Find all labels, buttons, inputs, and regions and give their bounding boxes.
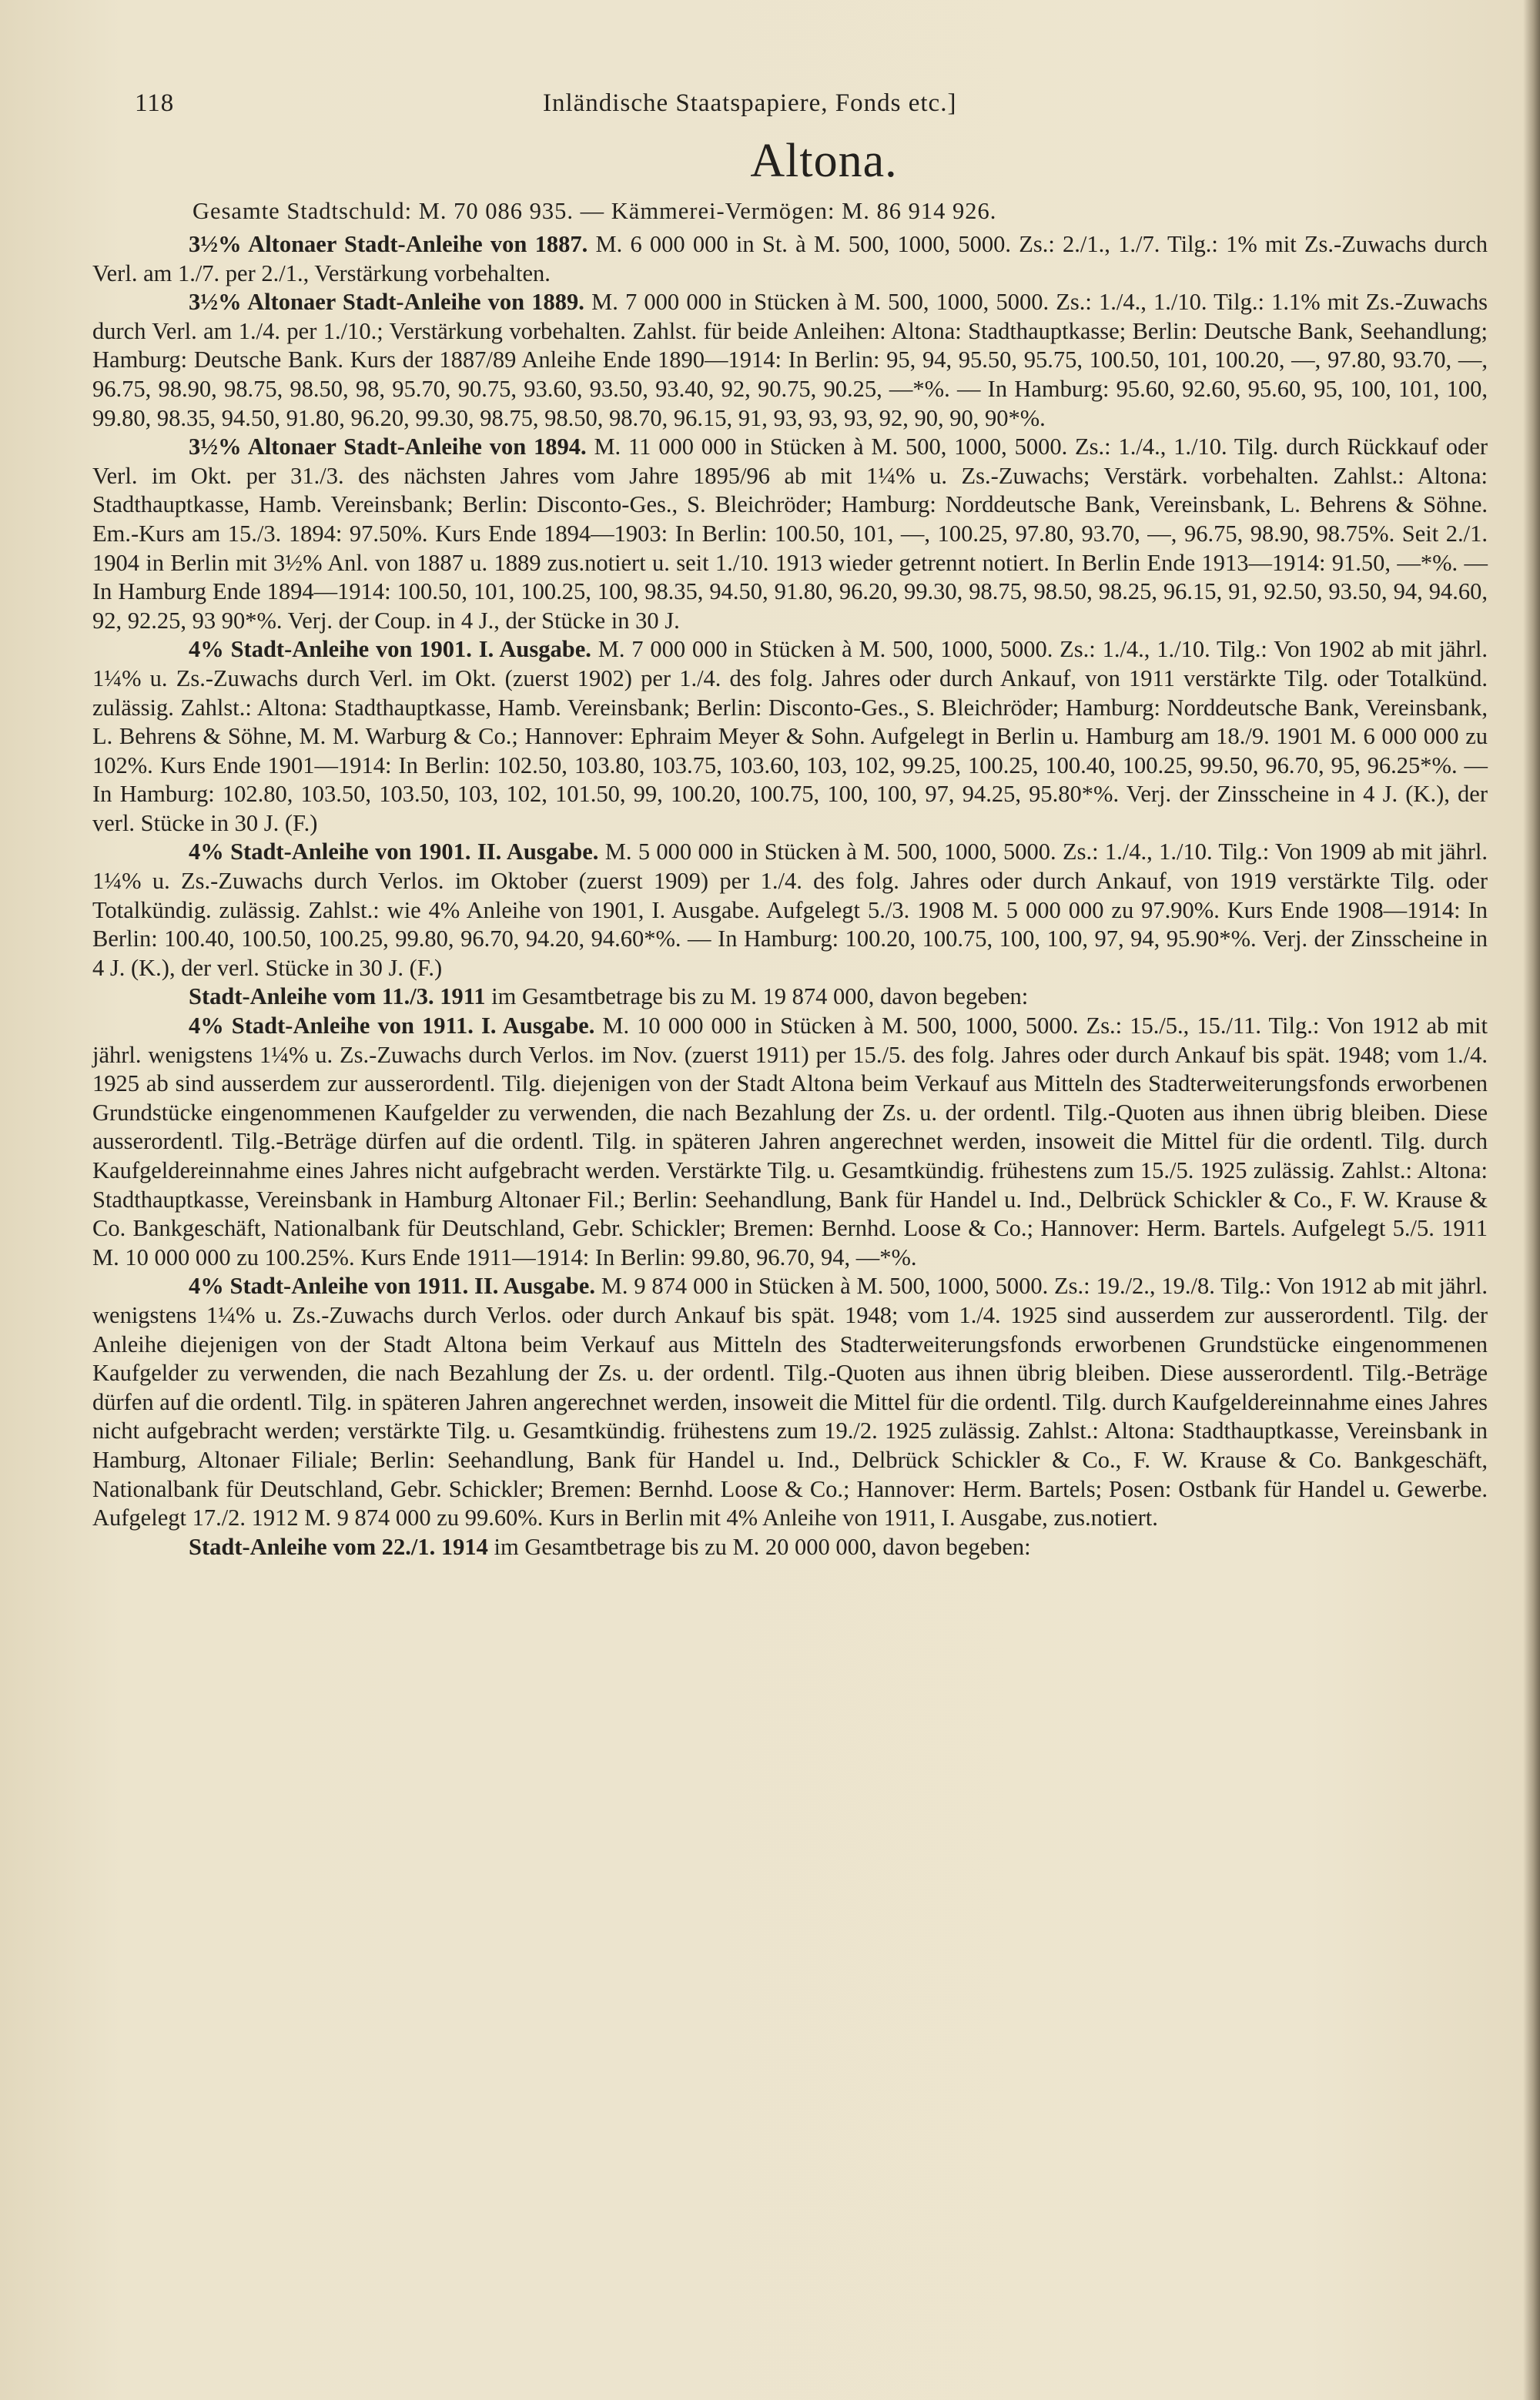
entry-loan-1887 (92, 230, 1509, 288)
entry-text: M. 5 000 000 in Stücken à M. 500, 1000, 5000. Zs.: 1./4., 1./10. Tilg.: Von 1909 ab mit jährl. 1¼% u. Zs.-Zuwachs durch Verlos. im Oktober (zuerst 1909) per 1./4. des folg. Jahres oder durch Ankauf, von 1919 verstärkte Tilg. oder Totalkündig. zulässig. Zahlst.: wie 4% Anleihe von 1901, I. Ausgabe. Aufgelegt 5./3. 1908 M. 5 000 000 zu 97.90%. Kurs Ende 1908—1914: In Berlin: 100.40, 100.50, 100.25, 99.80, 96.70, 94.20, 94.60*%. — In Hamburg: 100.20, 100.75, 100, 100, 97, 94, 95.90*%. Verj. der Zinsscheine in 4 J. (K.), der verl. Stücke in 30 J. (F.) (92, 838, 1488, 981)
running-title: Inländische Staatspapiere, Fonds etc.] (543, 89, 957, 117)
entry-loan-1901-i (92, 635, 1509, 838)
entry-text: M. 11 000 000 in Stücken à M. 500, 1000, 5000. Zs.: 1./4., 1./10. Tilg. durch Rückkauf oder Verl. im Okt. per 31./3. des nächsten Jahres vom Jahre 1895/96 ab mit 1¼% u. Zs.-Zuwachs; Verstärk. vorbehalten. Zahlst.: Altona: Stadthauptkasse, Hamb. Vereinsbank; Berlin: Disconto-Ges., S. Bleichröder; Hamburg: Norddeutsche Bank, Vereinsbank, L. Behrens & Söhne. Em.-Kurs am 15./3. 1894: 97.50%. Kurs Ende 1894—1903: In Berlin: 100.50, 101, —, 100.25, 97.80, 93.70, —, 96.75, 98.90, 98.75%. Seit 2./1. 1904 in Berlin mit 3½% Anl. von 1887 u. 1889 zus.notiert u. seit 1./10. 1913 wieder getrennt notiert. In Berlin Ende 1913—1914: 91.50, —*%. — In Hamburg Ende 1894—1914: 100.50, 101, 100.25, 100, 98.35, 94.50, 91.80, 96.20, 99.30, 98.75, 98.50, 98.25, 96.15, 91, 92.50, 93.50, 94, 94.60, 92, 92.25, 93 90*%. Verj. der Coup. in 4 J., der Stücke in 30 J. (92, 433, 1488, 634)
entry-text: M. 6 000 000 in St. à M. 500, 1000, 5000. Zs.: 2./1., 1./7. Tilg.: 1% mit Zs.-Zuwachs durch Verl. am 1./7. per 2./1., Verstärkung vorbehalten. (92, 231, 1488, 286)
page-number: 118 (135, 89, 175, 117)
binding-edge-shadow (1523, 0, 1540, 2400)
entry-heading: 3½% Altonaer Stadt-Anleihe von 1889. (189, 289, 584, 316)
entry-loan-1914-total (92, 1533, 1509, 1562)
entry-text: M. 7 000 000 in Stücken à M. 500, 1000, 5000. Zs.: 1./4., 1./10. Tilg.: 1.1% mit Zs.-Zuwachs durch Verl. am 1./4. per 1./10.; Verstärkung vorbehalten. Zahlst. für beide Anleihen: Altona: Stadthauptkasse; Berlin: Deutsche Bank, Seehandlung; Hamburg: Deutsche Bank. Kurs der 1887/89 Anleihe Ende 1890—1914: In Berlin: 95, 94, 95.50, 95.75, 100.50, 101, 100.20, —, 97.80, 93.70, —, 96.75, 98.90, 98.75, 98.50, 98, 95.70, 90.75, 93.60, 93.50, 93.40, 92, 90.75, 90.25, —*%. — In Hamburg: 95.60, 92.60, 95.60, 95, 100, 101, 100, 99.80, 98.35, 94.50, 91.80, 96.20, 99.30, 98.75, 98.50, 98.70, 96.15, 91, 93, 93, 93, 92, 90, 90, 90*%. (92, 289, 1488, 431)
entry-heading: Stadt-Anleihe vom 22./1. 1914 (189, 1533, 488, 1560)
entry-heading: 4% Stadt-Anleihe von 1911. II. Ausgabe. (189, 1273, 595, 1300)
entry-text: M. 10 000 000 in Stücken à M. 500, 1000, 5000. Zs.: 15./5., 15./11. Tilg.: Von 1912 ab mit jährl. wenigstens 1¼% u. Zs.-Zuwachs durch Verlos. im Nov. (zuerst 1911) per 15./5. des folg. Jahres oder durch Ankauf bis spät. 1948; vom 1./4. 1925 ab sind ausserdem zur ausserordentl. Tilg. diejenigen von der Stadt Altona beim Verkauf aus Mitteln des Stadterweiterungsfonds erworbenen Grundstücke eingenommenen Kaufgelder zu verwenden, die nach Bezahlung der Zs. u. der ordentl. Tilg.-Quoten aus ihnen übrig bleiben. Diese ausserordentl. Tilg.-Beträge dürfen auf die ordentl. Tilg. in späteren Jahren angerechnet werden, insoweit die Mittel für die ordentl. Tilg. durch Kaufgeldereinnahme eines Jahres nicht aufgebracht werden. Verstärkte Tilg. u. Gesamtkündig. frühestens zum 15./5. 1925 zulässig. Zahlst.: Altona: Stadthauptkasse, Vereinsbank in Hamburg Altonaer Fil.; Berlin: Seehandlung, Bank für Handel u. Ind., Delbrück Schickler & Co., F. W. Krause & Co. Bankgeschäft, Nationalbank für Deutschland, Gebr. Schickler; Bremen: Bernhd. Loose & Co.; Hannover: Herm. Bartels. Aufgelegt 5./5. 1911 M. 10 000 000 zu 100.25%. Kurs Ende 1911—1914: In Berlin: 99.80, 96.70, 94, —*%. (92, 1013, 1488, 1270)
section-title: Altona. (750, 135, 898, 187)
entry-text: im Gesamtbetrage bis zu M. 19 874 000, davon begeben: (485, 983, 1029, 1010)
entry-heading: 4% Stadt-Anleihe von 1901. I. Ausgabe. (189, 636, 591, 663)
entry-text: im Gesamtbetrage bis zu M. 20 000 000, davon begeben: (487, 1533, 1031, 1560)
entry-heading: 3½% Altonaer Stadt-Anleihe von 1887. (189, 231, 588, 257)
entry-loan-1911-i (92, 1012, 1509, 1272)
entry-loan-1911-ii (92, 1272, 1509, 1532)
entry-text: M. 7 000 000 in Stücken à M. 500, 1000, 5000. Zs.: 1./4., 1./10. Tilg.: Von 1902 ab mit jährl. 1¼% u. Zs.-Zuwachs durch Verl. im Okt. (zuerst 1902) per 1./4. des folg. Jahres oder durch Ankauf, von 1911 verstärkte Tilg. oder Totalkünd. zulässig. Zahlst.: Altona: Stadthauptkasse, Hamb. Vereinsbank; Berlin: Disconto-Ges., S. Bleichröder; Hamburg: Norddeutsche Bank, Vereinsbank, L. Behrens & Söhne, M. M. Warburg & Co.; Hannover: Ephraim Meyer & Sohn. Aufgelegt in Berlin u. Hamburg am 18./9. 1901 M. 6 000 000 zu 102%. Kurs Ende 1901—1914: In Berlin: 102.50, 103.80, 103.75, 103.60, 103, 102, 99.25, 100.25, 100.40, 100.25, 99.50, 96.70, 95, 96.25*%. — In Hamburg: 102.80, 103.50, 103.50, 103, 102, 101.50, 99, 100.20, 100.75, 100, 100, 97, 94.25, 95.80*%. Verj. der Zinsscheine in 4 J. (K.), der verl. Stücke in 30 J. (F.) (92, 636, 1488, 836)
entry-heading: 4% Stadt-Anleihe von 1901. II. Ausgabe. (189, 838, 599, 865)
entry-loan-1911-total (92, 982, 1509, 1012)
entry-loan-1901-ii (92, 838, 1509, 982)
entry-loan-1894 (92, 433, 1509, 635)
entry-loan-1889 (92, 288, 1509, 433)
debt-summary: Gesamte Stadtschuld: M. 70 086 935. — Kämmerei-Vermögen: M. 86 914 926. (192, 198, 997, 224)
running-head (92, 74, 1509, 120)
entry-heading: 3½% Altonaer Stadt-Anleihe von 1894. (189, 433, 587, 460)
entry-heading: Stadt-Anleihe vom 11./3. 1911 (189, 983, 486, 1010)
entry-text: M. 9 874 000 in Stücken à M. 500, 1000, 5000. Zs.: 19./2., 19./8. Tilg.: Von 1912 ab mit jährl. wenigstens 1¼% u. Zs.-Zuwachs durch Verlos. oder durch Ankauf bis spät. 1948; vom 1./4. 1925 sind ausserdem zur ausserordentl. Tilg. der Anleihe diejenigen von der Stadt Altona beim Verkauf aus Mitteln des Stadterweiterungsfonds erworbenen Grundstücke eingenommenen Kaufgelder zu verwenden, die nach Bezahlung der Zs. u. der ordentl. Tilg.-Quoten aus ihnen übrig bleiben. Diese ausserordentl. Tilg.-Beträge dürfen auf die ordentl. Tilg. in späteren Jahren angerechnet werden, insoweit die Mittel für die ordentl. Tilg. durch Kaufgeldereinnahme eines Jahres nicht aufgebracht werden; verstärkte Tilg. u. Gesamtkündig. frühestens zum 19./2. 1925 zulässig. Zahlst.: Altona: Stadthauptkasse, Vereinsbank in Hamburg, Altonaer Filiale; Berlin: Seehandlung, Bank für Handel u. Ind., Delbrück Schickler & Co., F. W. Krause & Co. Bankgeschäft, Nationalbank für Deutschland, Gebr. Schickler; Bremen: Bernhd. Loose & Co.; Hannover: Herm. Bartels; Posen: Ostbank für Handel u. Gewerbe. Aufgelegt 17./2. 1912 M. 9 874 000 zu 99.60%. Kurs in Berlin mit 4% Anleihe von 1911, I. Ausgabe, zus.notiert. (92, 1273, 1488, 1531)
entry-heading: 4% Stadt-Anleihe von 1911. I. Ausgabe. (189, 1013, 595, 1039)
